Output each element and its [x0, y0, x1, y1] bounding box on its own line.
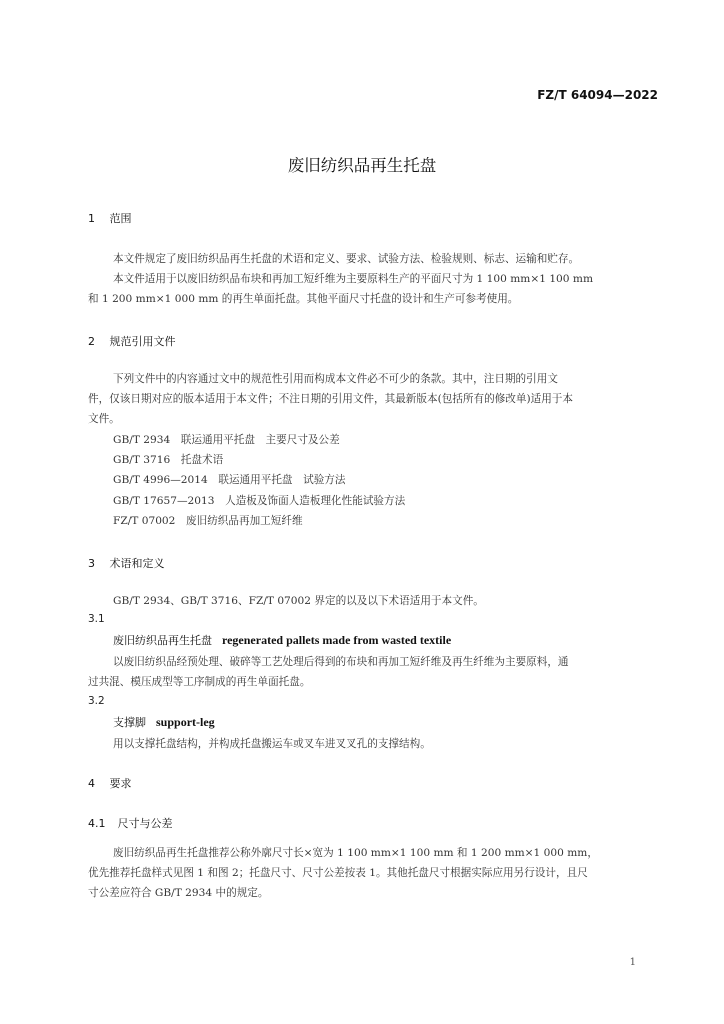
section-2-heading [88, 333, 176, 349]
document-title: 废旧纺织品再生托盘 [287, 156, 437, 175]
reference-item: GB/T 2934 联运通用平托盘 主要尺寸及公差 [113, 434, 340, 446]
clause-4-1-heading [88, 815, 173, 831]
section-number: 4 [88, 777, 95, 790]
reference-item: GB/T 17657—2013 人造板及饰面人造板理化性能试验方法 [113, 495, 406, 507]
term-definition-line-2: 过共混、模压成型等工序制成的再生单面托盘。 [88, 676, 311, 688]
term-heading [113, 714, 215, 730]
section-title: 术语和定义 [109, 557, 165, 570]
clause-4-1-paragraph-line-2: 优先推荐托盘样式见图 1 和图 2；托盘尺寸、尺寸公差按表 1。其他托盘尺寸根据实际应用另行设计，且尺 [88, 867, 588, 879]
section-2-paragraph-line-3: 文件。 [88, 413, 120, 425]
section-1-heading [88, 210, 132, 226]
section-1-paragraph-1: 本文件规定了废旧纺织品再生托盘的术语和定义、要求、试验方法、检验规则、标志、运输和贮存。 [113, 253, 580, 265]
term-english: support-leg [156, 715, 215, 729]
reference-item: FZ/T 07002 废旧纺织品再加工短纤维 [113, 515, 303, 527]
reference-item: GB/T 3716 托盘术语 [113, 454, 224, 466]
section-title: 要求 [109, 777, 132, 790]
clause-4-1-paragraph-line-3: 寸公差应符合 GB/T 2934 中的规定。 [88, 887, 269, 899]
section-3-heading [88, 555, 165, 571]
section-2-paragraph-line-2: 件，仅该日期对应的版本适用于本文件；不注日期的引用文件，其最新版本(包括所有的修改单)适用于本 [88, 393, 573, 405]
section-number: 2 [88, 335, 95, 348]
term-english: regenerated pallets made from wasted textile [222, 633, 452, 647]
clause-4-1-paragraph-line-1: 废旧纺织品再生托盘推荐公称外廓尺寸长×宽为 1 100 mm×1 100 mm 和 1 200 mm×1 000 mm， [113, 847, 598, 859]
standard-code: FZ/T 64094—2022 [537, 88, 658, 102]
section-1-paragraph-2-line-1: 本文件适用于以废旧纺织品布块和再加工短纤维为主要原料生产的平面尺寸为 1 100 mm×1 100 mm [113, 273, 594, 285]
term-definition: 用以支撑托盘结构，并构成托盘搬运车或叉车进叉叉孔的支撑结构。 [113, 738, 431, 750]
term-definition-line-1: 以废旧纺织品经预处理、破碎等工艺处理后得到的布块和再加工短纤维及再生纤维为主要原料，通 [113, 656, 569, 668]
section-number: 3 [88, 557, 95, 570]
section-4-heading [88, 775, 132, 791]
section-title: 范围 [109, 212, 132, 225]
section-title: 规范引用文件 [109, 335, 176, 348]
section-1-paragraph-2-line-2: 和 1 200 mm×1 000 mm 的再生单面托盘。其他平面尺寸托盘的设计和生产可参考使用。 [88, 293, 519, 305]
section-number: 1 [88, 212, 95, 225]
term-number: 3.2 [88, 695, 105, 707]
term-heading [113, 632, 451, 648]
clause-number: 4.1 [88, 817, 106, 830]
section-2-paragraph-line-1: 下列文件中的内容通过文中的规范性引用而构成本文件必不可少的条款。其中，注日期的引用文 [113, 373, 558, 385]
clause-title: 尺寸与公差 [117, 817, 173, 830]
term-chinese: 废旧纺织品再生托盘 [113, 634, 212, 647]
reference-item: GB/T 4996—2014 联运通用平托盘 试验方法 [113, 474, 346, 486]
page-number: 1 [629, 957, 636, 968]
term-number: 3.1 [88, 613, 105, 625]
section-3-paragraph: GB/T 2934、GB/T 3716、FZ/T 07002 界定的以及以下术语适用于本文件。 [113, 595, 484, 607]
term-chinese: 支撑脚 [113, 716, 146, 729]
